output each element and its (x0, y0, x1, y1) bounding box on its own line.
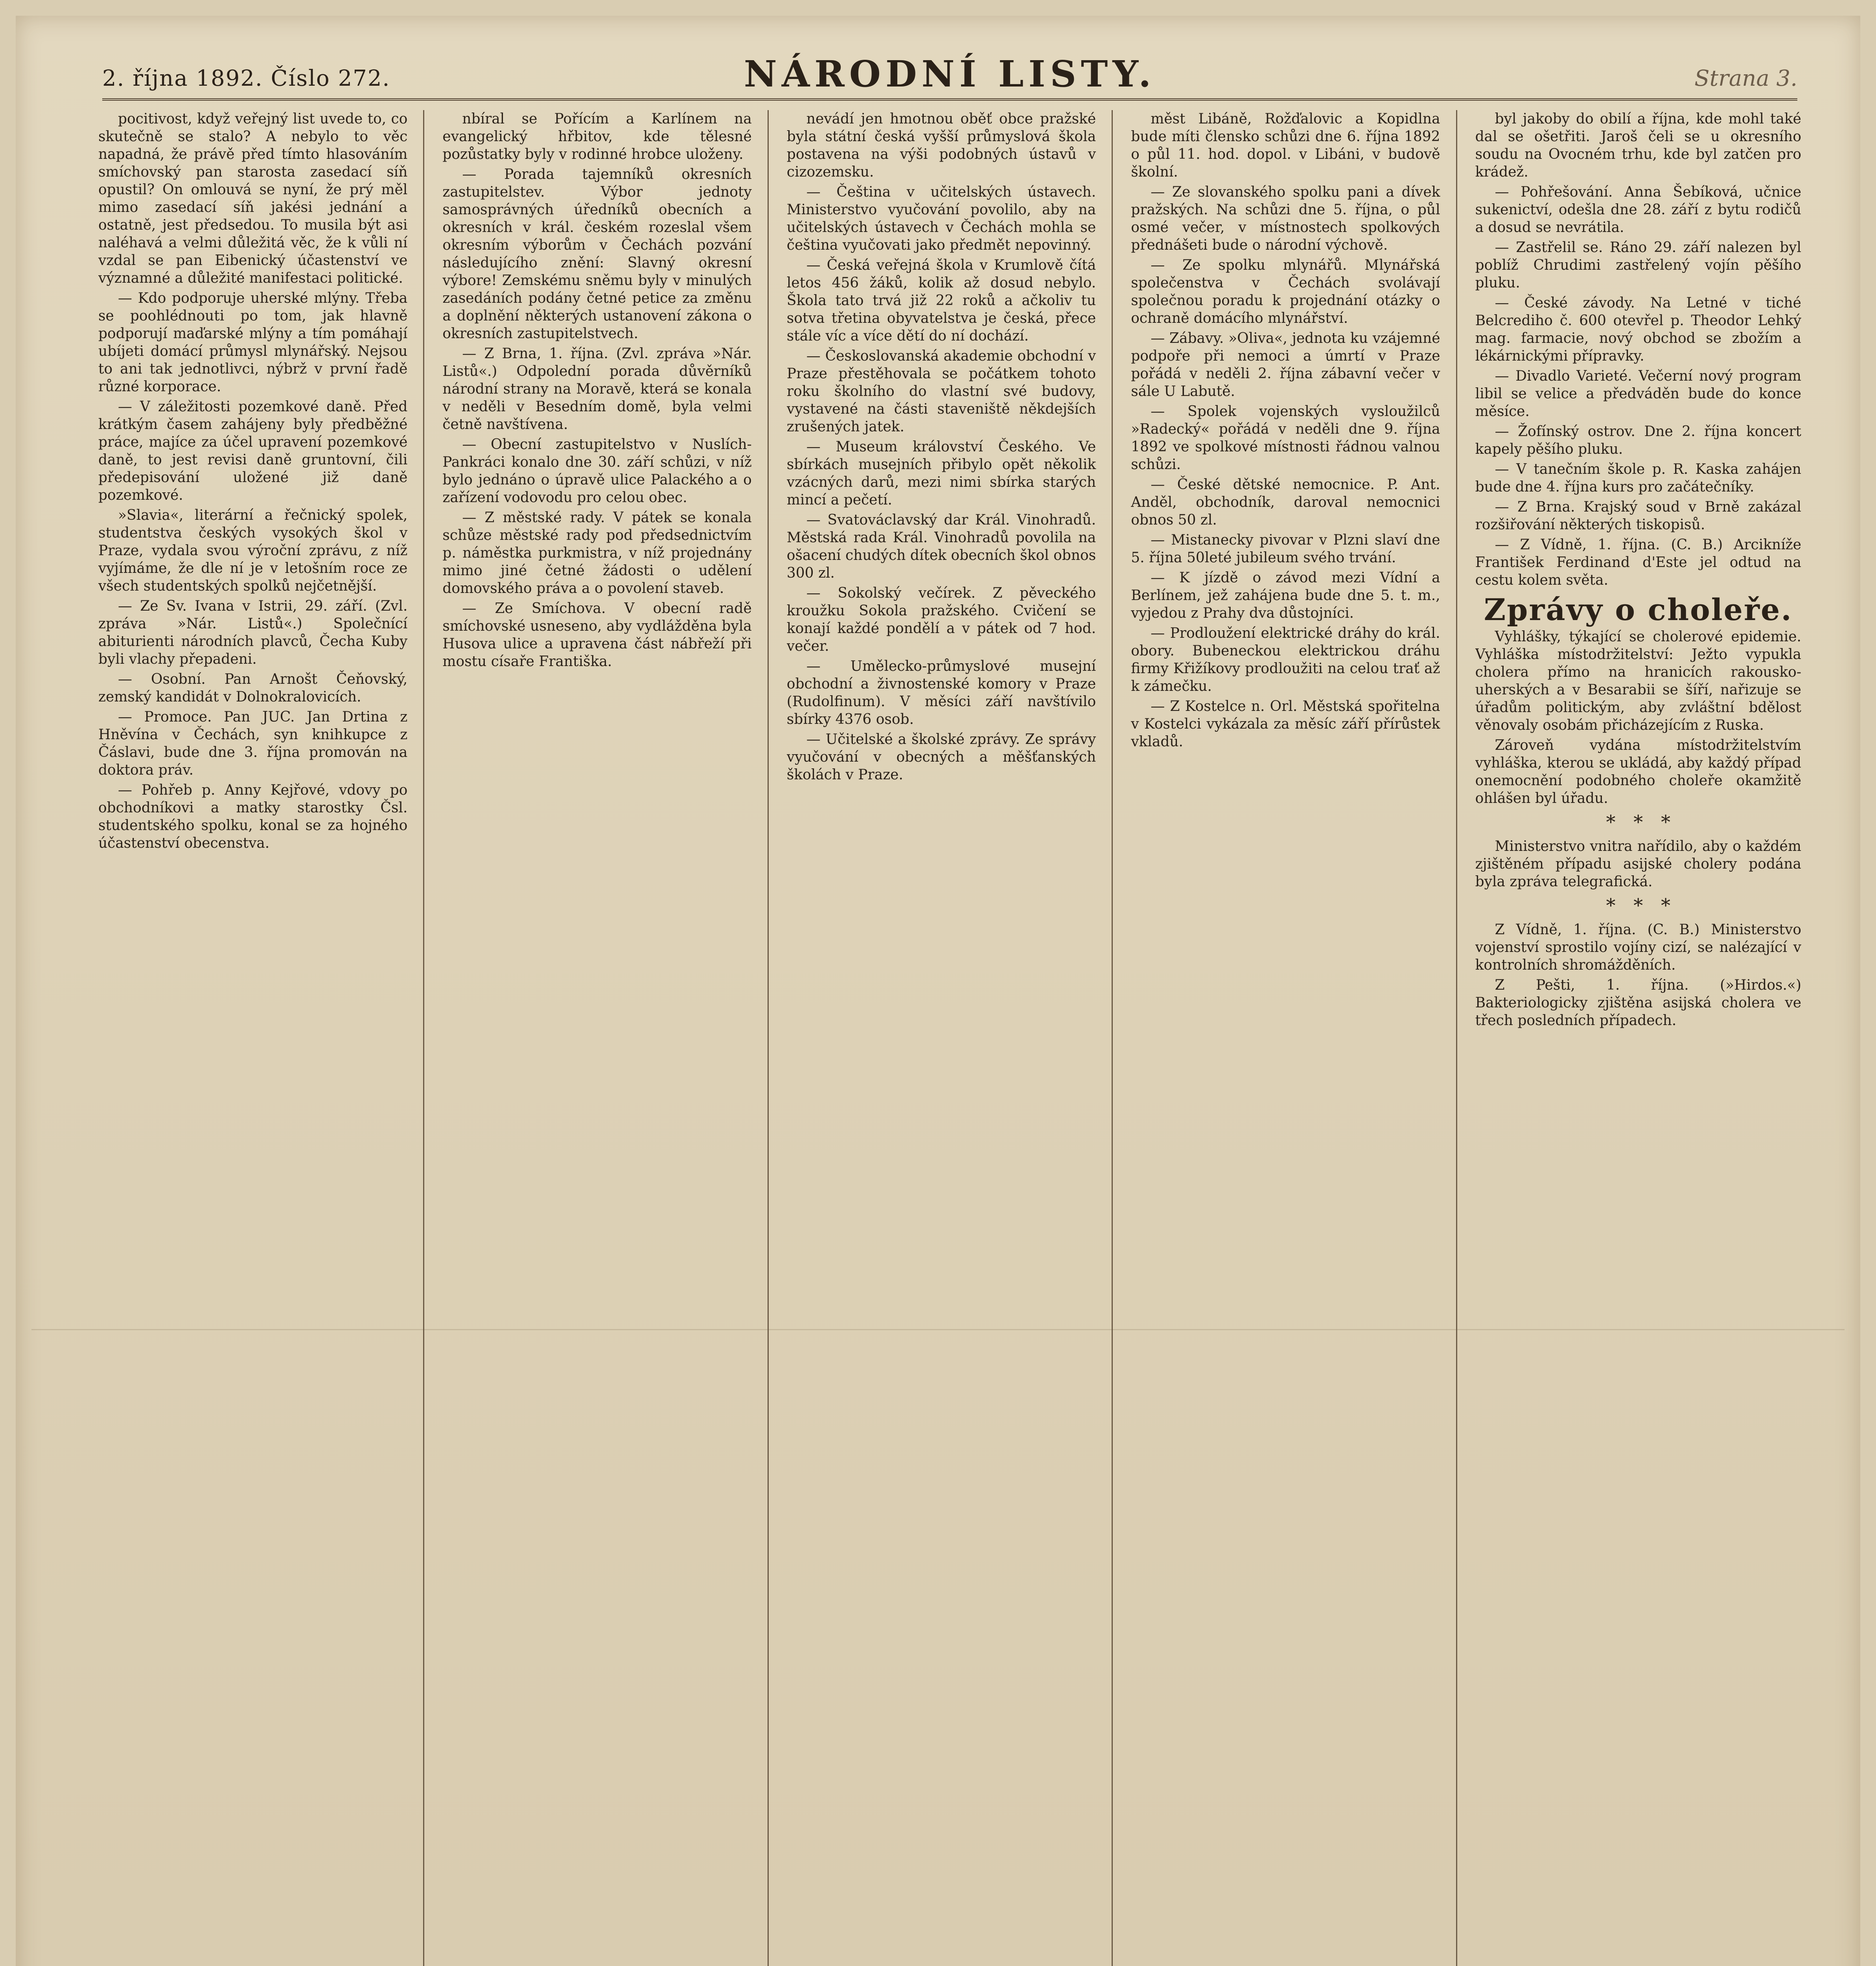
article-paragraph: — Umělecko-průmyslové musejní obchodní a živnostenské komory v Praze (Rudolfinum). V měsíci září navštívilo sbírky 4376 osob. (786, 658, 1096, 727)
article-paragraph: — Divadlo Varieté. Večerní nový program libil se velice a předváděn bude do konce měsíce. (1475, 368, 1801, 420)
article-paragraph: — Ze spolku mlynářů. Mlynářská společenstva v Čechách svolávají společnou poradu k projednání otázky o ochraně domácího mlynářství. (1131, 257, 1440, 326)
newspaper-title: NÁRODNÍ LISTY. (744, 53, 1156, 95)
separator-asterisks-icon: * * * (1606, 895, 1671, 917)
article-paragraph: — Pohřeb p. Anny Kejřové, vdovy po obchodníkovi a matky starostky Čsl. studentského spolku, konal se za hojného účastenství obecenstva. (98, 782, 408, 851)
article-paragraph: »Slavia«, literární a řečnický spolek, studentstva českých vysokých škol v Praze, vydala svou výroční zprávu, z níž vyjímáme, že dle ní je v letošním roce ze všech studentských spolků nejčetnější. (98, 507, 408, 594)
cholera-paragraph: Vyhlášky, týkající se cholerové epidemie. Vyhláška místodržitelství: Ježto vypukla cholera přímo na hranicích rakousko-uherských a v Besarabii se šíří, nařizuje se úřadům politickým, aby zvláštní bdělost věnovaly osobám přicházejícím z Ruska. (1475, 629, 1801, 733)
article-paragraph: — Spolek vojenských vysloužilců »Radecký« pořádá v neděli dne 9. října 1892 ve spolkové místnosti řádnou valnou schůzi. (1131, 403, 1440, 473)
article-paragraph: byl jakoby do obilí a října, kde mohl také dal se ošetřiti. Jaroš čeli se u okresního soudu na Ovocném trhu, kde byl zatčen pro krádež. (1475, 111, 1801, 180)
article-paragraph: — Mistanecky pivovar v Plzni slaví dne 5. října 50leté jubileum svého trvání. (1131, 532, 1440, 566)
article-paragraph: — Pohřešování. Anna Šebíková, učnice sukenictví, odešla dne 28. září z bytu rodičů a dosud se nevrátila. (1475, 184, 1801, 236)
separator-asterisks-icon: * * * (1606, 811, 1671, 833)
cholera-paragraph: Z Vídně, 1. října. (C. B.) Ministerstvo vojenství sprostilo vojíny cizí, se nalézající v kontrolních shromážděních. (1475, 922, 1801, 973)
article-paragraph: — Ze slovanského spolku pani a dívek pražských. Na schůzi dne 5. října, o půl osmé večer, v místnostech spolkových přednášeti bude o národní výchově. (1131, 184, 1440, 253)
masthead (102, 39, 1797, 101)
section-title-cholera: Zprávy o choleře. (1484, 592, 1793, 627)
text-columns (98, 110, 1801, 1966)
article-paragraph: — Žofínský ostrov. Dne 2. října koncert kapely pěšího pluku. (1475, 423, 1801, 457)
article-paragraph: — Prodloužení elektrické dráhy do král. obory. Bubeneckou elektrickou dráhu firmy Křižíkovy prodloužiti na celou trať až k zámečku. (1131, 625, 1440, 694)
article-paragraph: — Z Brna. Krajský soud v Brně zakázal rozšiřování některých tiskopisů. (1475, 499, 1801, 533)
issue-date: 2. října 1892. Číslo 272. (102, 66, 390, 91)
article-paragraph: — Čeština v učitelských ústavech. Ministerstvo vyučování povolilo, aby na učitelských ústavech v Čechách mohla se čeština vyučovati jako předmět nepovinný. (786, 184, 1096, 253)
column-3 (787, 110, 1113, 1966)
page-number: Strana 3. (1694, 66, 1797, 91)
article-paragraph: nbíral se Pořícím a Karlínem na evangelický hřbitov, kde tělesné pozůstatky byly v rodinné hrobce uloženy. (442, 111, 752, 162)
cholera-paragraph: Zároveň vydána místodržitelstvím vyhláška, kterou se ukládá, aby každý případ onemocnění podobného choleře okamžitě ohlášen byl úřadu. (1475, 737, 1801, 806)
article-paragraph: — Museum království Českého. Ve sbírkách musejních přibylo opět několik vzácných darů, mezi nimi sbírka starých mincí a pečetí. (786, 439, 1096, 508)
article-paragraph: pocitivost, když veřejný list uvede to, co skutečně se stalo? A nebylo to věc napadná, že právě před tímto hlasováním smíchovský pan starosta zasedací síň opustil? On omlouvá se nyní, že prý měl mimo zasedací síň jakési jednání a ostatně, jest předsedou. To musila být asi naléhavá a velmi důležitá věc, že k vůli ní vzdal se pan Eibenický účastenství ve významné a důležité manifestaci politické. (98, 111, 408, 286)
article-paragraph: — Zábavy. »Oliva«, jednota ku vzájemné podpoře při nemoci a úmrtí v Praze pořádá v neděli 2. října zábavní večer v sále U Labutě. (1131, 330, 1440, 399)
article-paragraph: — Promoce. Pan JUC. Jan Drtina z Hněvína v Čechách, syn knihkupce z Čáslavi, bude dne 3. října promován na doktora práv. (98, 709, 408, 778)
article-paragraph: — Obecní zastupitelstvo v Nuslích-Pankráci konalo dne 30. září schůzi, v níž bylo jednáno o úpravě ulice Palackého a o zařízení vodovodu pro celou obec. (442, 436, 752, 506)
cholera-paragraph: Ministerstvo vnitra nařídilo, aby o každém zjištěném případu asijské cholery podána byla zpráva telegrafická. (1475, 838, 1801, 890)
article-paragraph: — Ze Smíchova. V obecní radě smíchovské usneseno, aby vydlážděna byla Husova ulice a upravena část nábřeží při mostu císaře Františka. (442, 600, 752, 670)
column-5 (1475, 110, 1801, 1966)
article-paragraph: — Česká veřejná škola v Krumlově čítá letos 456 žáků, kolik až dosud nebylo. Škola tato trvá již 22 roků a ačkoliv tu sotva třetina obyvatelstva je česká, přece stále víc a více dětí do ní dochází. (786, 257, 1096, 344)
article-paragraph: — Zastřelil se. Ráno 29. září nalezen byl poblíž Chrudimi zastřelený vojín pěšího pluku. (1475, 239, 1801, 291)
column-4 (1131, 110, 1457, 1966)
cholera-paragraph: Z Pešti, 1. října. (»Hirdos.«) Bakteriologicky zjištěna asijská cholera ve třech posledních případech. (1475, 977, 1801, 1029)
article-paragraph: — Z Brna, 1. října. (Zvl. zpráva »Nár. Listů«.) Odpolední porada důvěrníků národní strany na Moravě, která se konala v neděli v Besedním domě, byla velmi četně navštívena. (442, 346, 752, 433)
article-paragraph: — Z městské rady. V pátek se konala schůze městské rady pod předsednictvím p. náměstka purkmistra, v níž projednány mimo jiné četné žádosti o udělení domovského práva a o povolení staveb. (442, 510, 752, 596)
article-paragraph: — Sokolský večírek. Z pěveckého kroužku Sokola pražského. Cvičení se konají každé pondělí a v pátek od 7 hod. večer. (786, 585, 1096, 654)
article-paragraph: — Osobní. Pan Arnošt Čeňovský, zemský kandidát v Dolnokralovicích. (98, 671, 408, 705)
article-paragraph: — Kdo podporuje uherské mlýny. Třeba se poohlédnouti po tom, jak hlavně podporují maďarské mlýny a tím pomáhají ubíjeti domácí průmysl mlynářský. Nejsou to ani tak jednotlivci, nýbrž v první řadě různé korporace. (98, 290, 408, 395)
article-paragraph: — Svatováclavský dar Král. Vinohradů. Městská rada Král. Vinohradů povolila na ošacení chudých dítek obecních škol obnos 300 zl. (786, 512, 1096, 581)
article-paragraph: — Učitelské a školské zprávy. Ze správy vyučování v obecných a měšťanských školách v Praze. (786, 731, 1096, 783)
article-paragraph: — Ze Sv. Ivana v Istrii, 29. září. (Zvl. zpráva »Nár. Listů«.) Společnící abiturienti národních plavců, Čecha Kuby byli vlachy přepadeni. (98, 598, 408, 667)
newspaper-page (16, 16, 1860, 1966)
article-paragraph: — V záležitosti pozemkové daně. Před krátkým časem zahájeny byly předběžné práce, majíce za účel upravení pozemkové daně, to jest revisi daně gruntovní, čili předepisování uložené již daně pozemkové. (98, 399, 408, 503)
article-paragraph: — Porada tajemníků okresních zastupitelstev. Výbor jednoty samosprávných úředníků obecních a okresních v král. českém rozeslal všem okresním výborům v Čechách pozvání následujícího znění: Slavný okresní výbore! Zemskému sněmu byly v minulých zasedáních podány četné petice za změnu a doplnění některých ustanovení zákona o okresních zastupitelstvech. (442, 166, 752, 342)
article-paragraph: — V tanečním škole p. R. Kaska zahájen bude dne 4. října kurs pro začátečníky. (1475, 461, 1801, 495)
article-paragraph: — K jízdě o závod mezi Vídní a Berlínem, jež zahájena bude dne 5. t. m., vyjedou z Prahy dva důstojníci. (1131, 570, 1440, 621)
article-paragraph: — Českoslovanská akademie obchodní v Praze přestěhovala se počátkem tohoto roku školního do vlastní své budovy, vystavené na části staveniště někdejších zrušených jatek. (786, 348, 1096, 435)
column-1 (98, 110, 424, 1966)
article-paragraph: měst Libáně, Rožďalovic a Kopidlna bude míti člensko schůzi dne 6. října 1892 o půl 11. hod. dopol. v Libáni, v budově školní. (1131, 111, 1440, 180)
article-paragraph: — České dětské nemocnice. P. Ant. Anděl, obchodník, daroval nemocnici obnos 50 zl. (1131, 477, 1440, 528)
article-paragraph: — Z Kostelce n. Orl. Městská spořitelna v Kostelci vykázala za měsíc září přírůstek vkladů. (1131, 698, 1440, 750)
article-paragraph: nevádí jen hmotnou oběť obce pražské byla státní česká vyšší průmyslová škola postavena na výši podobných ústavů v cizozemsku. (786, 111, 1096, 180)
column-2 (442, 110, 768, 1966)
article-paragraph: — České závody. Na Letné v tiché Belcrediho č. 600 otevřel p. Theodor Lehký mag. farmacie, nový obchod se zbožím a lékárnickými přípravky. (1475, 295, 1801, 364)
article-paragraph: — Z Vídně, 1. října. (C. B.) Arcikníže František Ferdinand d'Este jel odtud na cestu kolem světa. (1475, 537, 1801, 588)
